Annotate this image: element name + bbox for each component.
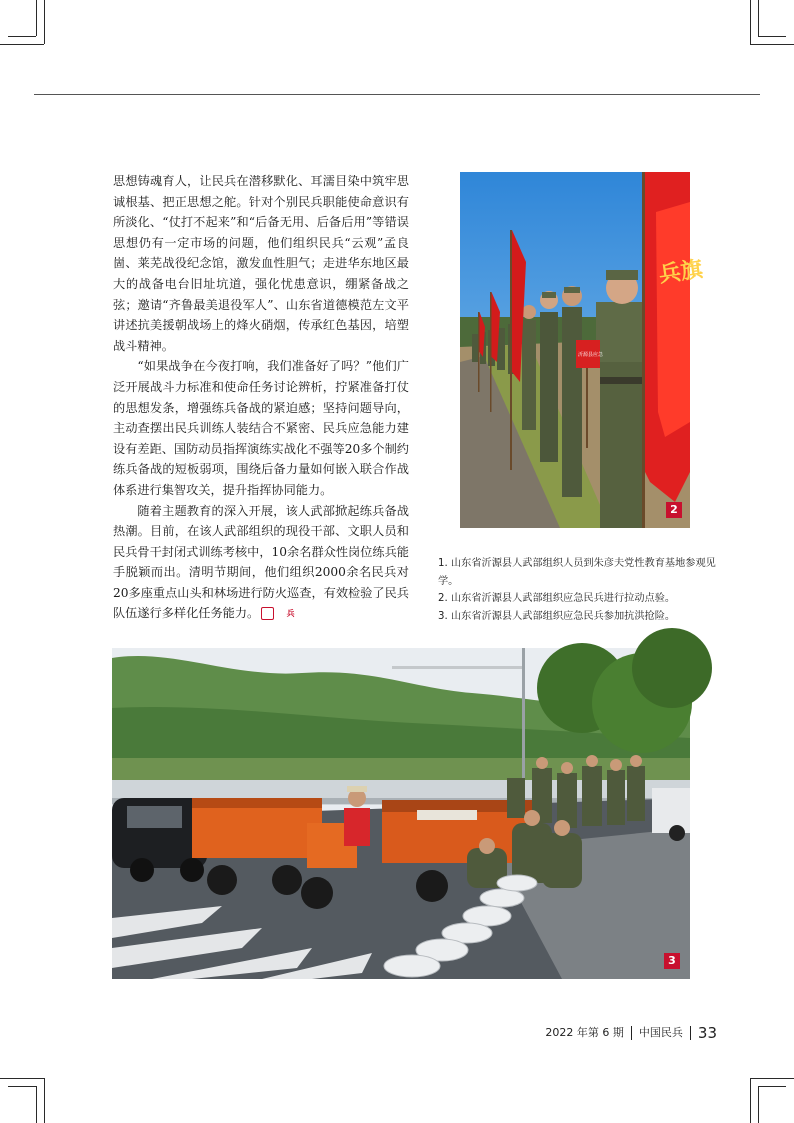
crop-mark-bottom-right-h2	[758, 1086, 786, 1087]
crop-mark-bottom-left-v2	[36, 1086, 37, 1123]
photo-2-number: 2	[666, 502, 682, 518]
crop-mark-top-right-v2	[758, 0, 759, 36]
crop-mark-top-right-h	[750, 44, 794, 45]
article-body	[113, 171, 409, 624]
paragraph-3-text: 随着主题教育的深入开展，该人武部掀起练兵备战热潮。目前，在该人武部组织的现役干部、文职人员和民兵骨干封闭式训练考核中，10余名群众性岗位练兵能手脱颖而出。清明节期间，他们组织2000余名民兵对20多座重点山头和林场进行防火巡查，有效检验了民兵队伍遂行多样化任务能力。	[113, 503, 409, 621]
crop-mark-bottom-left-h	[0, 1078, 44, 1079]
photo-3-image	[112, 648, 690, 979]
crop-mark-top-left-h	[0, 44, 44, 45]
footer-separator	[631, 1026, 632, 1040]
photo-captions	[438, 555, 718, 625]
paragraph-3	[113, 501, 409, 625]
crop-mark-bottom-left-v	[44, 1078, 45, 1123]
crop-mark-top-right-v	[750, 0, 751, 44]
caption-2: 2. 山东省沂源县人武部组织应急民兵进行拉动点验。	[438, 593, 676, 604]
end-mark-icon: 兵	[261, 607, 274, 620]
caption-1: 1. 山东省沂源县人武部组织人员到朱彦夫党性教育基地参观见学。	[438, 558, 716, 587]
paragraph-1: 思想铸魂育人，让民兵在潜移默化、耳濡目染中筑牢思诚根基、把正思想之舵。针对个别民兵职能使命意识有所淡化、“仗打不起来”和“后备无用、后备后用”等错误思想仍有一定市场的问题，他们组织民兵“云观”孟良崮、莱芜战役纪念馆，激发血性胆气；走进华东地区最大的战备电台旧址坑道，强化忧患意识，绷紧备战之弦；邀请“齐鲁最美退役军人”、山东省道德模范左文平讲述抗美援朝战场上的烽火硝烟，传承红色基因，培塑战斗精神。	[113, 174, 409, 353]
page-number: 33	[697, 1024, 717, 1042]
caption-3: 3. 山东省沂源县人武部组织应急民兵参加抗洪抢险。	[438, 610, 676, 622]
footer-magazine: 中国民兵	[638, 1026, 683, 1039]
crop-mark-top-right-h2	[758, 36, 786, 37]
crop-mark-top-left-v2	[36, 0, 37, 36]
footer-separator	[690, 1026, 691, 1040]
photo-3-flood-relief	[112, 648, 690, 979]
crop-mark-top-left-v	[44, 0, 45, 44]
paragraph-2: “如果战争在今夜打响，我们准备好了吗？”他们广泛开展战斗力标准和使命任务讨论辨析，拧紧准备打仗的思想发条，增强练兵备战的紧迫感；坚持问题导向，主动查摆出民兵训练人装结合不紧密、民兵应急能力建设有差距、国防动员指挥演练实战化不强等20多个制约练兵备战的短板弱项，围绕后备力量如何嵌入联合作战体系进行集智攻关，提升指挥协同能力。	[113, 359, 409, 497]
crop-mark-bottom-right-v	[750, 1078, 751, 1123]
crop-mark-bottom-right-h	[750, 1078, 794, 1079]
footer-issue: 2022 年第 6 期	[545, 1026, 624, 1039]
sign-board-text: 沂源县应急	[578, 352, 604, 358]
photo-2-image	[460, 172, 705, 528]
crop-mark-bottom-right-v2	[758, 1086, 759, 1123]
crop-mark-top-left-h2	[8, 36, 36, 37]
crop-mark-bottom-left-h2	[8, 1086, 36, 1087]
header-rule	[34, 94, 760, 95]
page-footer	[545, 1024, 717, 1042]
photo-3-number: 3	[664, 953, 680, 969]
photo-2-militia-inspection	[460, 172, 705, 528]
flag-lettering: 兵旗	[657, 257, 705, 288]
